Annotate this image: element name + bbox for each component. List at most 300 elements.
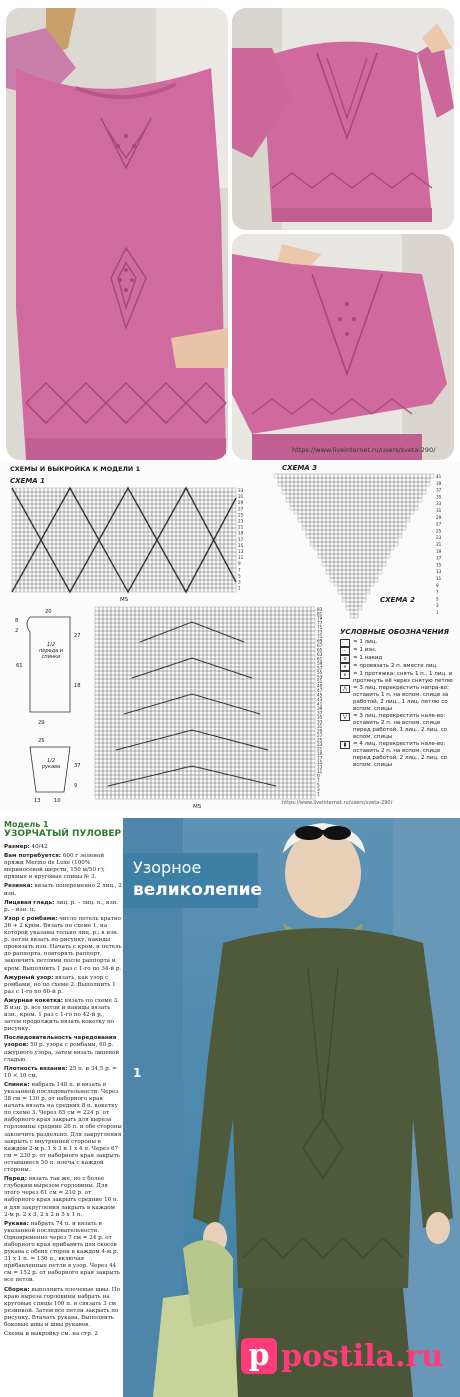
grid-cell	[231, 747, 235, 751]
grid-cell	[378, 530, 382, 534]
grid-cell	[124, 516, 128, 520]
grid-cell	[187, 631, 191, 635]
grid-cell	[211, 731, 215, 735]
grid-cell	[362, 582, 366, 586]
grid-cell	[203, 687, 207, 691]
grid-cell	[406, 494, 410, 498]
grid-cell	[251, 739, 255, 743]
grid-cell	[159, 755, 163, 759]
grid-cell	[271, 775, 275, 779]
grid-cell	[156, 496, 160, 500]
grid-cell	[283, 691, 287, 695]
grid-cell	[108, 508, 112, 512]
grid-cell	[251, 767, 255, 771]
grid-cell	[163, 671, 167, 675]
grid-cell	[295, 715, 299, 719]
grid-cell	[171, 607, 175, 611]
grid-cell	[223, 623, 227, 627]
grid-cell	[283, 787, 287, 791]
grid-cell	[287, 607, 291, 611]
grid-cell	[370, 482, 374, 486]
grid-cell	[303, 763, 307, 767]
grid-cell	[132, 508, 136, 512]
grid-cell	[147, 699, 151, 703]
grid-cell	[135, 735, 139, 739]
grid-cell	[203, 679, 207, 683]
grid-cell	[362, 514, 366, 518]
grid-cell	[299, 723, 303, 727]
grid-cell	[80, 576, 84, 580]
grid-cell	[239, 715, 243, 719]
grid-cell	[231, 699, 235, 703]
grid-cell	[307, 775, 311, 779]
grid-cell	[295, 723, 299, 727]
grid-cell	[48, 540, 52, 544]
grid-cell	[107, 719, 111, 723]
grid-cell	[184, 584, 188, 588]
grid-cell	[95, 711, 99, 715]
grid-cell	[346, 506, 350, 510]
grid-cell	[88, 560, 92, 564]
grid-cell	[255, 655, 259, 659]
grid-cell	[295, 695, 299, 699]
grid-cell	[362, 486, 366, 490]
grid-cell	[128, 552, 132, 556]
grid-cell	[99, 647, 103, 651]
grid-cell	[271, 707, 275, 711]
pattern-body-label: 1/2 переда и спинки	[39, 642, 63, 660]
grid-cell	[136, 540, 140, 544]
grid-cell	[306, 502, 310, 506]
grid-cell	[143, 699, 147, 703]
grid-cell	[239, 611, 243, 615]
grid-cell	[322, 526, 326, 530]
grid-cell	[311, 635, 315, 639]
grid-cell	[103, 623, 107, 627]
grid-cell	[219, 679, 223, 683]
grid-cell	[96, 564, 100, 568]
grid-cell	[386, 502, 390, 506]
grid-cell	[147, 751, 151, 755]
grid-cell	[394, 502, 398, 506]
grid-cell	[283, 727, 287, 731]
grid-cell	[112, 504, 116, 508]
grid-cell	[314, 502, 318, 506]
grid-cell	[390, 526, 394, 530]
grid-cell	[287, 727, 291, 731]
grid-cell	[382, 526, 386, 530]
grid-cell	[390, 482, 394, 486]
grid-cell	[227, 767, 231, 771]
grid-cell	[220, 576, 224, 580]
grid-cell	[116, 556, 120, 560]
grid-cell	[299, 635, 303, 639]
grid-cell	[131, 719, 135, 723]
grid-cell	[156, 528, 160, 532]
grid-cell	[243, 795, 247, 799]
grid-cell	[84, 540, 88, 544]
grid-cell	[318, 546, 322, 550]
grid-cell	[64, 556, 68, 560]
grid-cell	[84, 504, 88, 508]
grid-cell	[167, 651, 171, 655]
grid-cell	[303, 683, 307, 687]
grid-cell	[191, 687, 195, 691]
grid-cell	[227, 655, 231, 659]
grid-cell	[116, 492, 120, 496]
grid-cell	[307, 631, 311, 635]
grid-cell	[127, 627, 131, 631]
grid-cell	[123, 719, 127, 723]
sweater-front-image	[6, 8, 228, 460]
grid-cell	[107, 703, 111, 707]
grid-cell	[219, 787, 223, 791]
grid-cell	[116, 532, 120, 536]
grid-cell	[374, 538, 378, 542]
grid-cell	[231, 643, 235, 647]
grid-cell	[307, 647, 311, 651]
legend-item	[340, 663, 454, 671]
grid-cell	[164, 508, 168, 512]
grid-cell	[334, 562, 338, 566]
grid-cell	[259, 783, 263, 787]
grid-cell	[378, 506, 382, 510]
grid-cell	[112, 520, 116, 524]
grid-cell	[207, 707, 211, 711]
grid-cell	[295, 627, 299, 631]
grid-cell	[160, 500, 164, 504]
grid-cell	[107, 731, 111, 735]
grid-cell	[216, 516, 220, 520]
grid-cell	[346, 586, 350, 590]
grid-cell	[80, 544, 84, 548]
grid-cell	[167, 623, 171, 627]
grid-cell	[267, 767, 271, 771]
grid-cell	[208, 568, 212, 572]
row-number: 33	[436, 501, 442, 507]
grid-cell	[263, 663, 267, 667]
grid-cell	[199, 671, 203, 675]
grid-cell	[322, 486, 326, 490]
grid-cell	[131, 627, 135, 631]
grid-cell	[243, 663, 247, 667]
grid-cell	[215, 739, 219, 743]
grid-cell	[183, 675, 187, 679]
grid-cell	[215, 667, 219, 671]
grid-cell	[147, 675, 151, 679]
grid-cell	[259, 759, 263, 763]
grid-cell	[251, 615, 255, 619]
grid-cell	[116, 552, 120, 556]
grid-cell	[172, 588, 176, 592]
grid-cell	[203, 783, 207, 787]
grid-cell	[295, 719, 299, 723]
grid-cell	[354, 502, 358, 506]
grid-cell	[44, 504, 48, 508]
grid-cell	[171, 771, 175, 775]
grid-cell	[255, 619, 259, 623]
grid-cell	[104, 496, 108, 500]
grid-cell	[299, 639, 303, 643]
grid-cell	[215, 755, 219, 759]
grid-cell	[223, 791, 227, 795]
grid-cell	[255, 659, 259, 663]
grid-cell	[283, 791, 287, 795]
grid-cell	[366, 550, 370, 554]
grid-cell	[354, 574, 358, 578]
grid-cell	[175, 667, 179, 671]
grid-cell	[120, 552, 124, 556]
grid-cell	[108, 588, 112, 592]
grid-cell	[111, 687, 115, 691]
grid-cell	[216, 536, 220, 540]
grid-cell	[100, 512, 104, 516]
grid-cell	[115, 631, 119, 635]
grid-cell	[287, 655, 291, 659]
grid-cell	[127, 679, 131, 683]
grid-cell	[350, 474, 354, 478]
grid-cell	[124, 524, 128, 528]
grid-cell	[155, 607, 159, 611]
grid-cell	[95, 751, 99, 755]
grid-cell	[159, 679, 163, 683]
grid-cell	[263, 779, 267, 783]
grid-cell	[255, 675, 259, 679]
grid-cell	[131, 703, 135, 707]
grid-cell	[111, 771, 115, 775]
grid-cell	[283, 635, 287, 639]
grid-cell	[263, 771, 267, 775]
grid-cell	[362, 578, 366, 582]
grid-cell	[156, 556, 160, 560]
grid-cell	[239, 651, 243, 655]
grid-cell	[151, 723, 155, 727]
grid-cell	[303, 611, 307, 615]
grid-cell	[56, 540, 60, 544]
grid-cell	[216, 504, 220, 508]
grid-cell	[112, 544, 116, 548]
grid-cell	[123, 615, 127, 619]
grid-cell	[107, 787, 111, 791]
grid-cell	[275, 687, 279, 691]
grid-cell	[283, 643, 287, 647]
grid-cell	[307, 679, 311, 683]
grid-cell	[112, 588, 116, 592]
grid-cell	[287, 787, 291, 791]
grid-cell	[107, 755, 111, 759]
grid-cell	[200, 488, 204, 492]
grid-cell	[227, 783, 231, 787]
grid-cell	[295, 751, 299, 755]
grid-cell	[275, 699, 279, 703]
grid-cell	[362, 530, 366, 534]
grid-cell	[275, 795, 279, 799]
grid-cell	[326, 518, 330, 522]
grid-cell	[88, 492, 92, 496]
grid-cell	[386, 534, 390, 538]
grid-cell	[99, 667, 103, 671]
grid-cell	[99, 771, 103, 775]
grid-cell	[139, 723, 143, 727]
row-number: 5	[238, 573, 241, 579]
grid-cell	[203, 631, 207, 635]
grid-cell	[44, 508, 48, 512]
grid-cell	[72, 516, 76, 520]
pattern-bottom3: 13	[34, 798, 41, 804]
grid-cell	[303, 651, 307, 655]
grid-cell	[207, 639, 211, 643]
grid-cell	[131, 763, 135, 767]
grid-cell	[334, 570, 338, 574]
grid-cell	[299, 763, 303, 767]
grid-cell	[167, 775, 171, 779]
grid-cell	[283, 667, 287, 671]
grid-cell	[228, 552, 232, 556]
grid-cell	[95, 627, 99, 631]
grid-cell	[291, 791, 295, 795]
grid-cell	[116, 528, 120, 532]
grid-cell	[228, 488, 232, 492]
grid-cell	[243, 687, 247, 691]
grid-cell	[370, 502, 374, 506]
grid-cell	[334, 474, 338, 478]
grid-cell	[211, 723, 215, 727]
grid-cell	[259, 787, 263, 791]
grid-cell	[378, 482, 382, 486]
grid-cell	[207, 647, 211, 651]
grid-cell	[188, 520, 192, 524]
grid-cell	[299, 775, 303, 779]
grid-cell	[231, 655, 235, 659]
grid-cell	[200, 524, 204, 528]
grid-cell	[56, 556, 60, 560]
grid-cell	[338, 570, 342, 574]
grid-cell	[239, 687, 243, 691]
grid-cell	[330, 502, 334, 506]
grid-cell	[184, 556, 188, 560]
grid-cell	[175, 615, 179, 619]
grid-cell	[295, 779, 299, 783]
grid-cell	[103, 787, 107, 791]
grid-cell	[103, 667, 107, 671]
grid-cell	[48, 584, 52, 588]
grid-cell	[151, 783, 155, 787]
grid-cell	[179, 771, 183, 775]
grid-cell	[350, 558, 354, 562]
grid-cell	[143, 719, 147, 723]
grid-cell	[307, 675, 311, 679]
grid-cell	[219, 655, 223, 659]
grid-cell	[215, 623, 219, 627]
grid-cell	[151, 707, 155, 711]
grid-cell	[80, 536, 84, 540]
grid-cell	[298, 514, 302, 518]
grid-cell	[175, 747, 179, 751]
grid-cell	[99, 607, 103, 611]
row-number: 29	[238, 500, 244, 506]
grid-cell	[155, 663, 159, 667]
grid-cell	[279, 767, 283, 771]
legend-item	[340, 685, 454, 713]
grid-cell	[48, 532, 52, 536]
grid-cell	[239, 615, 243, 619]
grid-cell	[307, 615, 311, 619]
grid-cell	[346, 558, 350, 562]
grid-cell	[36, 504, 40, 508]
grid-cell	[382, 542, 386, 546]
grid-cell	[136, 496, 140, 500]
grid-cell	[180, 532, 184, 536]
grid-cell	[362, 478, 366, 482]
grid-cell	[307, 639, 311, 643]
grid-cell	[239, 667, 243, 671]
grid-cell	[167, 647, 171, 651]
grid-cell	[211, 775, 215, 779]
grid-cell	[187, 615, 191, 619]
grid-cell	[370, 478, 374, 482]
legend-text: = провязать 2 п. вместе лиц.	[353, 663, 438, 669]
row-number: 39	[317, 706, 323, 711]
grid-cell	[227, 759, 231, 763]
grid-cell	[283, 783, 287, 787]
grid-cell	[231, 695, 235, 699]
grid-cell	[135, 727, 139, 731]
grid-cell	[108, 568, 112, 572]
grid-cell	[95, 619, 99, 623]
grid-cell	[96, 556, 100, 560]
grid-cell	[350, 506, 354, 510]
grid-cell	[330, 534, 334, 538]
grid-cell	[271, 727, 275, 731]
grid-cell	[358, 518, 362, 522]
row-number: 3	[317, 787, 320, 792]
grid-cell	[414, 502, 418, 506]
grid-cell	[211, 611, 215, 615]
grid-cell	[124, 568, 128, 572]
grid-cell	[255, 759, 259, 763]
grid-cell	[191, 759, 195, 763]
grid-cell	[167, 727, 171, 731]
grid-cell	[192, 564, 196, 568]
grid-cell	[167, 691, 171, 695]
grid-cell	[151, 631, 155, 635]
grid-cell	[283, 615, 287, 619]
grid-cell	[175, 631, 179, 635]
grid-cell	[350, 606, 354, 610]
grid-cell	[287, 775, 291, 779]
grid-cell	[231, 711, 235, 715]
grid-cell	[203, 663, 207, 667]
grid-cell	[152, 572, 156, 576]
grid-cell	[107, 683, 111, 687]
grid-cell	[48, 544, 52, 548]
grid-cell	[163, 775, 167, 779]
grid-cell	[374, 574, 378, 578]
grid-cell	[147, 663, 151, 667]
grid-cell	[279, 615, 283, 619]
grid-cell	[144, 552, 148, 556]
grid-cell	[159, 663, 163, 667]
grid-cell	[100, 564, 104, 568]
grid-cell	[212, 584, 216, 588]
grid-cell	[267, 735, 271, 739]
grid-cell	[223, 695, 227, 699]
grid-cell	[207, 623, 211, 627]
grid-cell	[103, 699, 107, 703]
grid-cell	[164, 544, 168, 548]
grid-cell	[88, 516, 92, 520]
grid-cell	[143, 703, 147, 707]
